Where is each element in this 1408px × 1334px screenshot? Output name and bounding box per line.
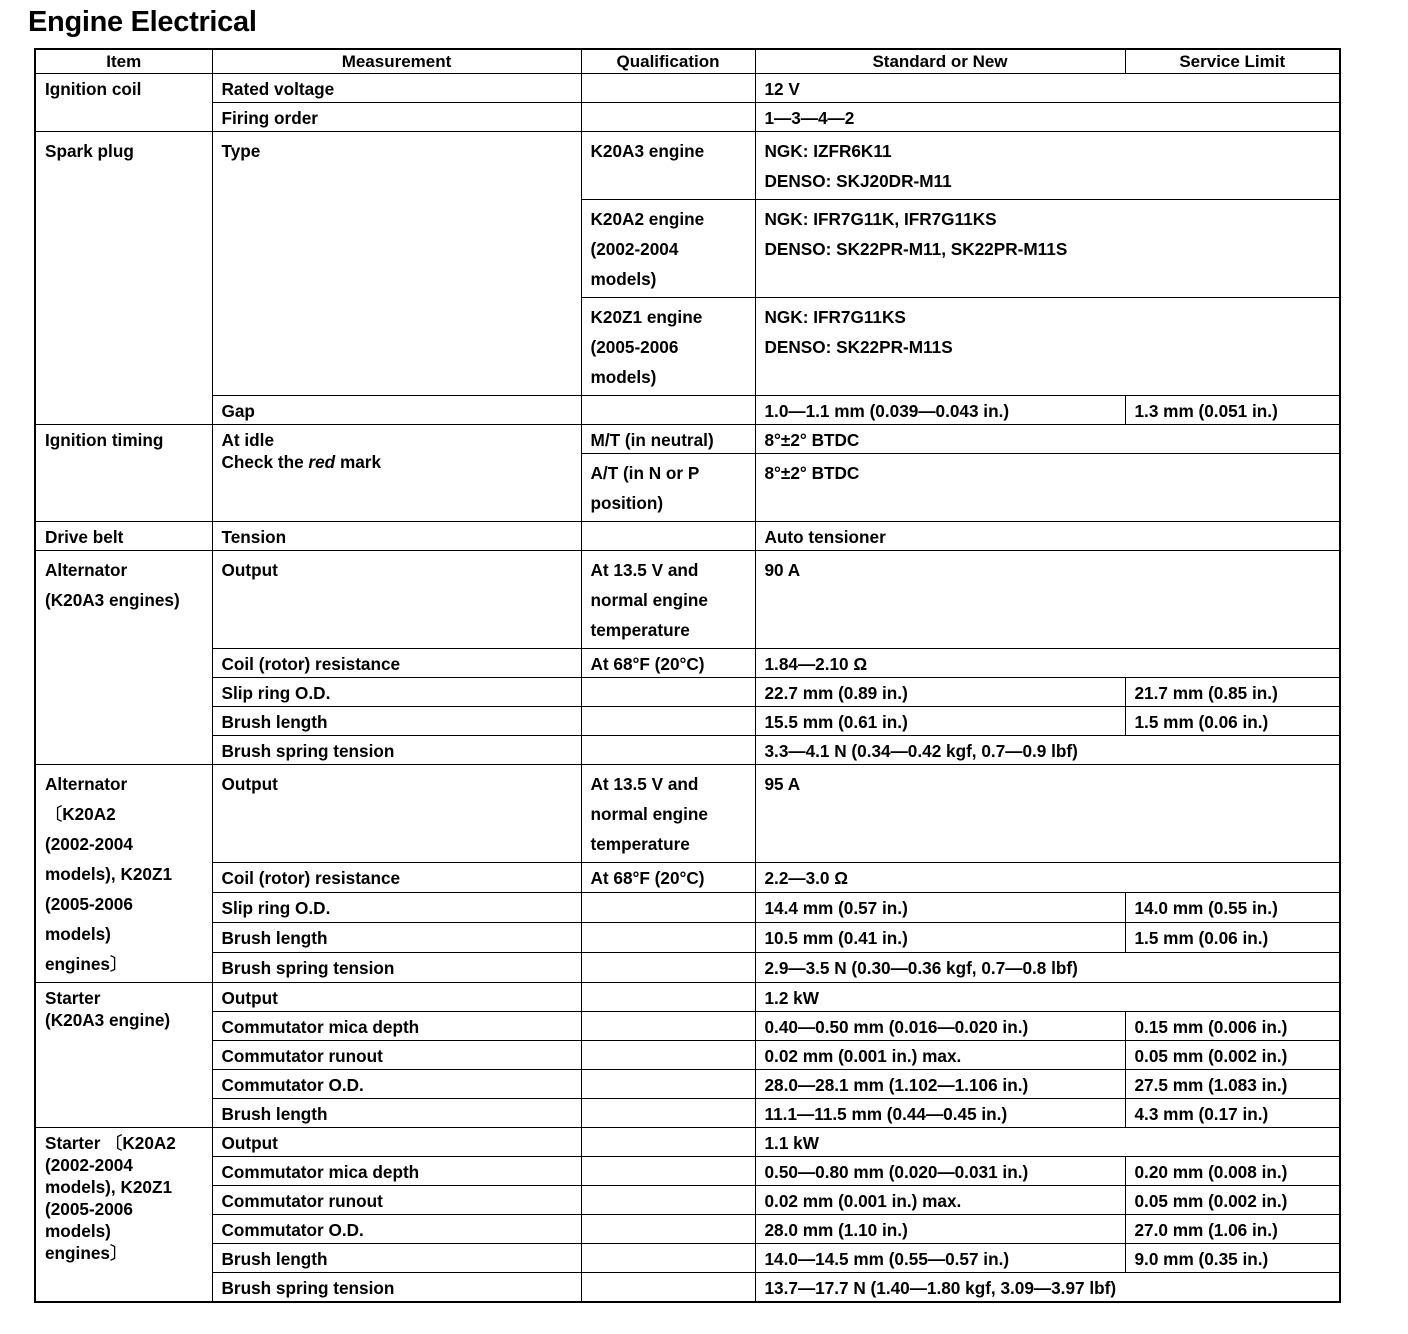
- line: DENSO: SK22PR-M11S: [764, 337, 953, 357]
- measurement-cell: Brush length: [212, 707, 581, 736]
- line: (K20A3 engine): [45, 1010, 171, 1030]
- standard-cell: [755, 200, 1340, 298]
- qualification-cell: [581, 678, 755, 707]
- item-cell: [35, 983, 212, 1128]
- line: Alternator: [45, 560, 128, 580]
- line: [222, 451, 574, 473]
- line: Starter: [45, 988, 101, 1008]
- table-row: [35, 649, 1340, 678]
- qualification-cell: [581, 396, 755, 425]
- table-row: [35, 522, 1340, 551]
- line: Alternator: [45, 774, 128, 794]
- item-cell: [35, 551, 212, 765]
- table-row: [35, 1099, 1340, 1128]
- table-row: [35, 765, 1340, 863]
- table-row: [35, 863, 1340, 893]
- standard-cell: 13.7—17.7 N (1.40—1.80 kgf, 3.09—3.97 lbf): [755, 1273, 1340, 1303]
- service-limit-cell: 0.05 mm (0.002 in.): [1125, 1041, 1340, 1070]
- spec-table: [34, 48, 1341, 1303]
- text: Check the: [221, 452, 309, 472]
- service-limit-cell: 27.5 mm (1.083 in.): [1125, 1070, 1340, 1099]
- measurement-cell: Commutator mica depth: [212, 1157, 581, 1186]
- standard-cell: 28.0 mm (1.10 in.): [755, 1215, 1125, 1244]
- standard-cell: 14.4 mm (0.57 in.): [755, 893, 1125, 923]
- line: (2002-2004: [45, 834, 133, 854]
- standard-cell: 1—3—4—2: [755, 103, 1340, 132]
- measurement-cell: [212, 425, 581, 522]
- qualification-cell: At 68°F (20°C): [581, 863, 755, 893]
- standard-cell: 2.9—3.5 N (0.30—0.36 kgf, 0.7—0.8 lbf): [755, 953, 1340, 983]
- standard-cell: 8°±2° BTDC: [755, 425, 1340, 454]
- line: models): [590, 367, 657, 387]
- line: temperature: [590, 620, 690, 640]
- measurement-cell: Tension: [212, 522, 581, 551]
- line: K20A2 engine: [590, 209, 705, 229]
- measurement-cell: Commutator runout: [212, 1186, 581, 1215]
- col-measurement: Measurement: [212, 49, 581, 74]
- qualification-cell: [581, 1041, 755, 1070]
- standard-cell: 0.02 mm (0.001 in.) max.: [755, 1186, 1125, 1215]
- measurement-cell: Brush spring tension: [212, 953, 581, 983]
- measurement-cell: Commutator mica depth: [212, 1012, 581, 1041]
- table-row: [35, 1041, 1340, 1070]
- col-item: Item: [35, 49, 212, 74]
- qualification-cell: [581, 551, 755, 649]
- item-cell: Ignition timing: [35, 425, 212, 522]
- line: normal engine: [590, 590, 708, 610]
- measurement-cell: Slip ring O.D.: [212, 893, 581, 923]
- table-row: [35, 425, 1340, 454]
- qualification-cell: [581, 736, 755, 765]
- standard-cell: 10.5 mm (0.41 in.): [755, 923, 1125, 953]
- line: (2005-2006: [45, 1199, 133, 1219]
- line: A/T (in N or P: [590, 463, 700, 483]
- standard-cell: [755, 132, 1340, 200]
- line: models): [45, 924, 111, 944]
- standard-cell: 0.50—0.80 mm (0.020—0.031 in.): [755, 1157, 1125, 1186]
- table-row: [35, 396, 1340, 425]
- qualification-cell: [581, 707, 755, 736]
- service-limit-cell: 1.5 mm (0.06 in.): [1125, 923, 1340, 953]
- table-row: [35, 1128, 1340, 1157]
- table-row: [35, 1157, 1340, 1186]
- qualification-cell: [581, 1157, 755, 1186]
- table-row: [35, 893, 1340, 923]
- qualification-cell: [581, 298, 755, 396]
- qualification-cell: [581, 1070, 755, 1099]
- qualification-cell: M/T (in neutral): [581, 425, 755, 454]
- service-limit-cell: 1.5 mm (0.06 in.): [1125, 707, 1340, 736]
- page-title: Engine Electrical: [28, 6, 257, 38]
- standard-cell: 11.1—11.5 mm (0.44—0.45 in.): [755, 1099, 1125, 1128]
- measurement-cell: Coil (rotor) resistance: [212, 649, 581, 678]
- standard-cell: 0.02 mm (0.001 in.) max.: [755, 1041, 1125, 1070]
- measurement-cell: Slip ring O.D.: [212, 678, 581, 707]
- line: NGK: IFR7G11KS: [764, 307, 906, 327]
- line: NGK: IZFR6K11: [764, 141, 892, 161]
- line: models), K20Z1: [45, 864, 173, 884]
- table-row: [35, 1273, 1340, 1303]
- standard-cell: 2.2—3.0 Ω: [755, 863, 1340, 893]
- qualification-cell: [581, 200, 755, 298]
- table-row: [35, 1186, 1340, 1215]
- item-cell: Ignition coil: [35, 74, 212, 132]
- line: engines〕: [45, 1243, 128, 1263]
- line: models): [590, 269, 657, 289]
- table-row: [35, 1012, 1340, 1041]
- col-service-limit: Service Limit: [1125, 49, 1340, 74]
- qualification-cell: [581, 893, 755, 923]
- standard-cell: 14.0—14.5 mm (0.55—0.57 in.): [755, 1244, 1125, 1273]
- line: models): [45, 1221, 111, 1241]
- measurement-cell: Brush length: [212, 923, 581, 953]
- table-row: [35, 74, 1340, 103]
- item-cell: [35, 1128, 212, 1303]
- qualification-cell: [581, 1128, 755, 1157]
- standard-cell: 0.40—0.50 mm (0.016—0.020 in.): [755, 1012, 1125, 1041]
- col-qualification: Qualification: [581, 49, 755, 74]
- standard-cell: 8°±2° BTDC: [755, 454, 1340, 522]
- service-limit-cell: 1.3 mm (0.051 in.): [1125, 396, 1340, 425]
- line: (2005-2006: [590, 337, 679, 357]
- qualification-cell: [581, 953, 755, 983]
- measurement-cell: Output: [212, 983, 581, 1012]
- text: mark: [335, 452, 382, 472]
- measurement-cell: Output: [212, 765, 581, 863]
- service-limit-cell: 0.15 mm (0.006 in.): [1125, 1012, 1340, 1041]
- line: (2005-2006: [45, 894, 133, 914]
- standard-cell: 15.5 mm (0.61 in.): [755, 707, 1125, 736]
- qualification-cell: K20A3 engine: [581, 132, 755, 200]
- measurement-cell: Output: [212, 1128, 581, 1157]
- standard-cell: Auto tensioner: [755, 522, 1340, 551]
- table-row: [35, 953, 1340, 983]
- table-row: [35, 103, 1340, 132]
- standard-cell: 1.84—2.10 Ω: [755, 649, 1340, 678]
- header-row: [35, 49, 1340, 74]
- measurement-cell: Brush spring tension: [212, 736, 581, 765]
- measurement-cell: Coil (rotor) resistance: [212, 863, 581, 893]
- measurement-cell: Gap: [212, 396, 581, 425]
- table-row: [35, 1244, 1340, 1273]
- item-cell: Spark plug: [35, 132, 212, 425]
- qualification-cell: [581, 1215, 755, 1244]
- qualification-cell: [581, 103, 755, 132]
- table-row: [35, 736, 1340, 765]
- standard-cell: 1.1 kW: [755, 1128, 1340, 1157]
- table-row: [35, 678, 1340, 707]
- qualification-cell: [581, 1273, 755, 1303]
- standard-cell: [755, 298, 1340, 396]
- standard-cell: 95 A: [755, 765, 1340, 863]
- qualification-cell: [581, 765, 755, 863]
- service-limit-cell: 21.7 mm (0.85 in.): [1125, 678, 1340, 707]
- line: temperature: [590, 834, 690, 854]
- measurement-cell: Firing order: [212, 103, 581, 132]
- standard-cell: 3.3—4.1 N (0.34—0.42 kgf, 0.7—0.9 lbf): [755, 736, 1340, 765]
- line: NGK: IFR7G11K, IFR7G11KS: [764, 209, 997, 229]
- measurement-cell: Commutator O.D.: [212, 1215, 581, 1244]
- table-row: [35, 707, 1340, 736]
- service-limit-cell: 0.05 mm (0.002 in.): [1125, 1186, 1340, 1215]
- service-limit-cell: 14.0 mm (0.55 in.): [1125, 893, 1340, 923]
- standard-cell: 12 V: [755, 74, 1340, 103]
- qualification-cell: [581, 454, 755, 522]
- line: (2002-2004: [590, 239, 679, 259]
- table-row: [35, 1215, 1340, 1244]
- line: normal engine: [590, 804, 708, 824]
- qualification-cell: [581, 983, 755, 1012]
- measurement-cell: Brush length: [212, 1244, 581, 1273]
- standard-cell: 28.0—28.1 mm (1.102—1.106 in.): [755, 1070, 1125, 1099]
- line: position): [590, 493, 664, 513]
- qualification-cell: [581, 1186, 755, 1215]
- line: (2002-2004: [45, 1155, 133, 1175]
- table-row: [35, 1070, 1340, 1099]
- measurement-cell: Commutator runout: [212, 1041, 581, 1070]
- red-emphasis: red: [308, 452, 336, 472]
- line: models), K20Z1: [45, 1177, 173, 1197]
- service-limit-cell: 4.3 mm (0.17 in.): [1125, 1099, 1340, 1128]
- measurement-cell: Output: [212, 551, 581, 649]
- measurement-cell: Commutator O.D.: [212, 1070, 581, 1099]
- qualification-cell: [581, 522, 755, 551]
- standard-cell: 22.7 mm (0.89 in.): [755, 678, 1125, 707]
- measurement-cell: Type: [212, 132, 581, 396]
- measurement-cell: Rated voltage: [212, 74, 581, 103]
- line: Starter 〔K20A2: [45, 1133, 176, 1153]
- item-cell: Drive belt: [35, 522, 212, 551]
- line: DENSO: SKJ20DR-M11: [764, 171, 952, 191]
- table-row: [35, 551, 1340, 649]
- line: K20Z1 engine: [590, 307, 703, 327]
- measurement-cell: Brush spring tension: [212, 1273, 581, 1303]
- table-row: [35, 132, 1340, 200]
- item-cell: [35, 765, 212, 983]
- qualification-cell: [581, 923, 755, 953]
- service-limit-cell: 0.20 mm (0.008 in.): [1125, 1157, 1340, 1186]
- standard-cell: 90 A: [755, 551, 1340, 649]
- line: DENSO: SK22PR-M11, SK22PR-M11S: [764, 239, 1068, 259]
- line: At idle: [221, 430, 275, 450]
- qualification-cell: At 68°F (20°C): [581, 649, 755, 678]
- qualification-cell: [581, 1099, 755, 1128]
- line: engines〕: [45, 954, 128, 974]
- service-limit-cell: 27.0 mm (1.06 in.): [1125, 1215, 1340, 1244]
- qualification-cell: [581, 74, 755, 103]
- standard-cell: 1.0—1.1 mm (0.039—0.043 in.): [755, 396, 1125, 425]
- table-row: [35, 983, 1340, 1012]
- standard-cell: 1.2 kW: [755, 983, 1340, 1012]
- service-limit-cell: 9.0 mm (0.35 in.): [1125, 1244, 1340, 1273]
- line: (K20A3 engines): [45, 590, 180, 610]
- col-standard: Standard or New: [755, 49, 1125, 74]
- measurement-cell: Brush length: [212, 1099, 581, 1128]
- table-row: [35, 923, 1340, 953]
- line: At 13.5 V and: [590, 774, 699, 794]
- line: 〔K20A2: [45, 804, 116, 824]
- line: At 13.5 V and: [590, 560, 699, 580]
- qualification-cell: [581, 1244, 755, 1273]
- qualification-cell: [581, 1012, 755, 1041]
